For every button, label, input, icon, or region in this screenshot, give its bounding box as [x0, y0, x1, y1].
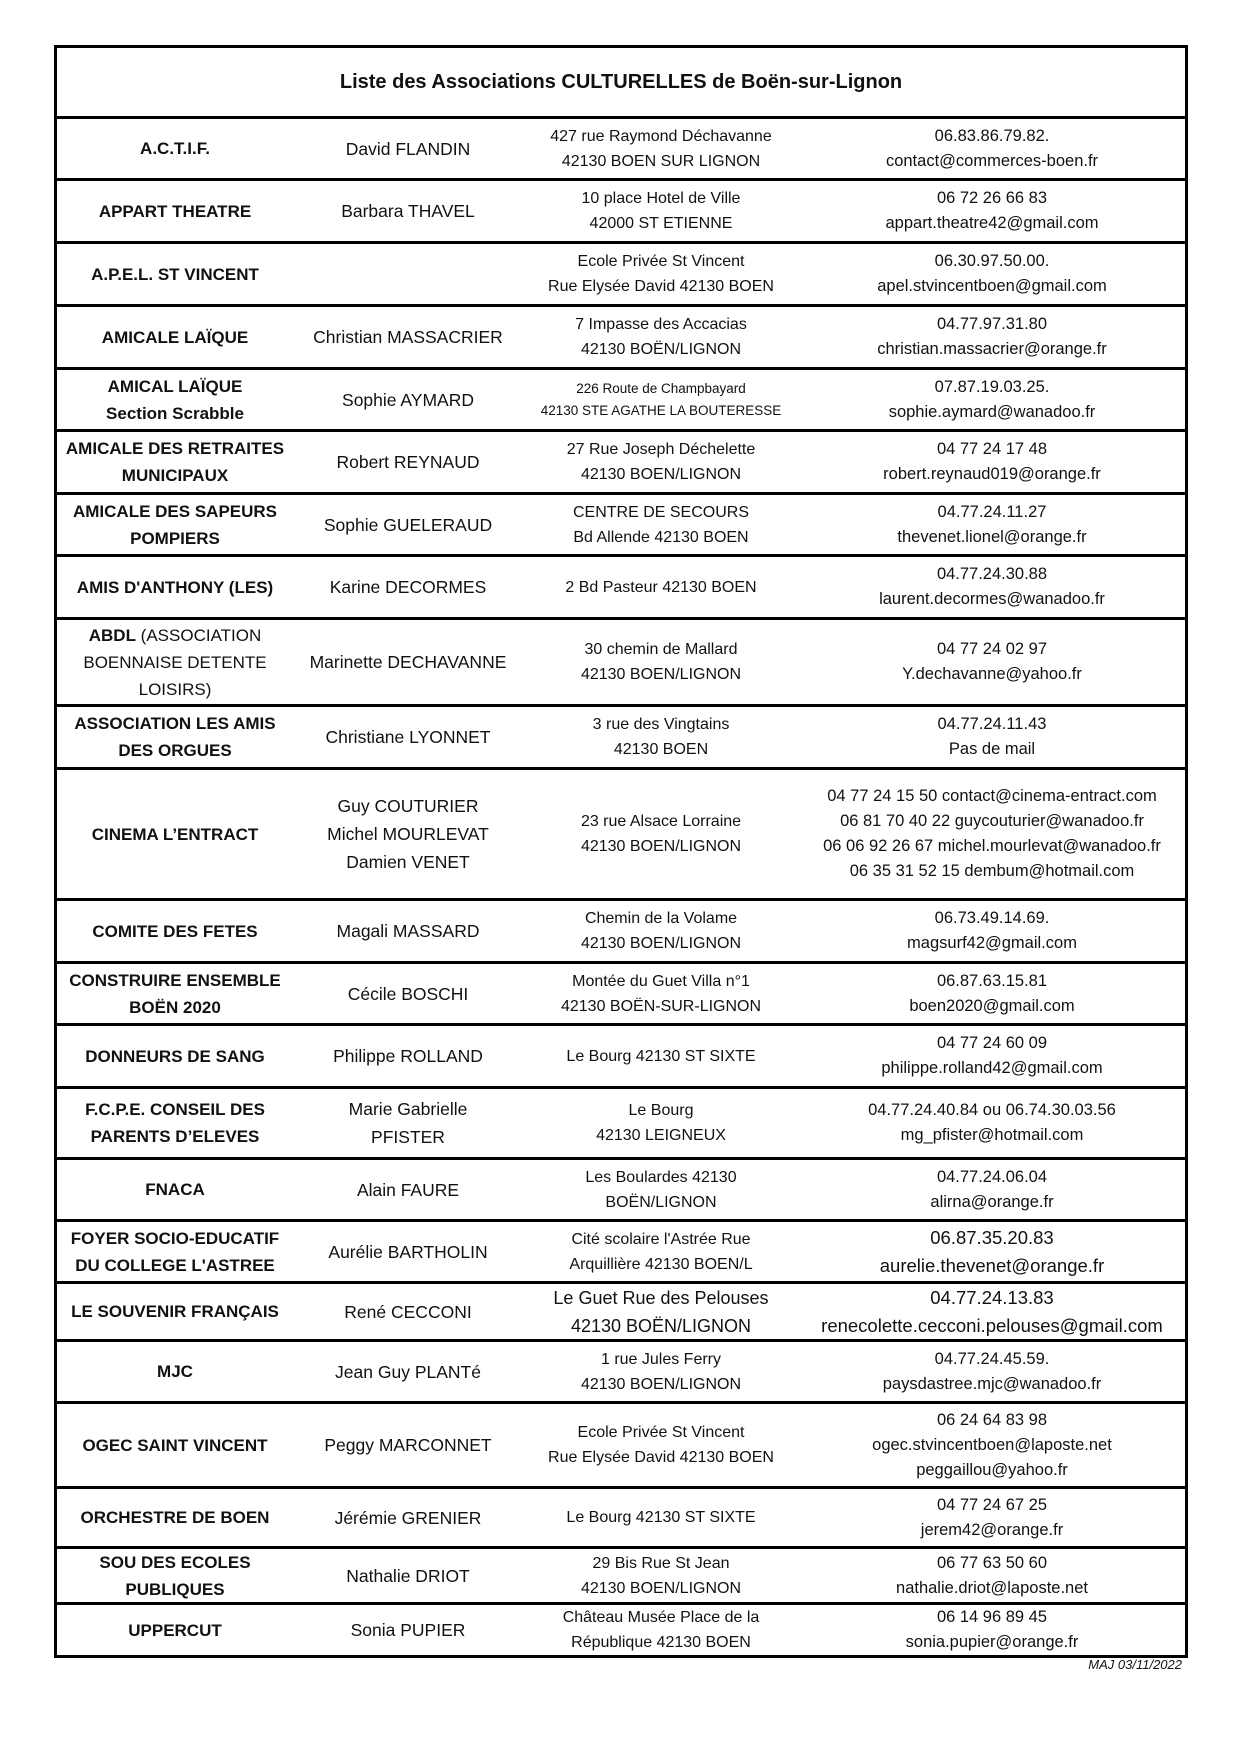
association-name-line: FOYER SOCIO-EDUCATIF — [70, 1228, 280, 1248]
address-line: Ecole Privée St Vincent — [577, 1424, 745, 1441]
phone-email-line: contact@commerces-boen.fr — [885, 151, 1099, 170]
association-name-line: FNACA — [145, 1180, 205, 1199]
table-row — [57, 244, 1185, 307]
contact-person-line: Peggy MARCONNET — [324, 1435, 492, 1455]
table-body — [57, 119, 1185, 1655]
association-name-line: LOISIRS) — [138, 679, 212, 699]
phone-email — [799, 620, 1185, 704]
phone-email — [799, 1160, 1185, 1219]
contact-person-line: Marie Gabrielle — [348, 1099, 468, 1119]
address — [523, 1089, 799, 1157]
table-row — [57, 901, 1185, 964]
table-row — [57, 495, 1185, 557]
contact-person-line: Damien VENET — [346, 852, 470, 872]
association-name-line: F.C.P.E. CONSEIL DES — [85, 1100, 265, 1119]
contact-person-line: Barbara THAVEL — [341, 201, 475, 221]
association-name — [57, 1160, 293, 1219]
contact-person — [293, 1284, 523, 1339]
address — [523, 1489, 799, 1546]
association-name-line: AMICALE DES SAPEURS — [72, 501, 278, 521]
association-name — [57, 119, 293, 178]
phone-email — [799, 770, 1185, 898]
association-name-line: POMPIERS — [130, 528, 220, 548]
address — [523, 707, 799, 767]
address-line: 42130 BOEN SUR LIGNON — [561, 152, 761, 170]
phone-email-line: 06 72 26 66 83 — [936, 189, 1048, 207]
contact-person-line: Philippe ROLLAND — [333, 1046, 483, 1066]
address — [523, 495, 799, 554]
address-line: Bd Allende 42130 BOEN — [573, 528, 749, 546]
address-line: 42130 BOEN/LIGNON — [580, 466, 742, 483]
association-name — [57, 707, 293, 767]
association-name — [57, 964, 293, 1023]
association-name — [57, 244, 293, 304]
contact-person — [293, 432, 523, 492]
phone-email — [799, 1404, 1185, 1486]
phone-email-line: appart.theatre42@gmail.com — [885, 214, 1099, 232]
associations-table — [54, 45, 1188, 1658]
table-row — [57, 1549, 1185, 1605]
association-name-line: AMICALE DES RETRAITES — [65, 439, 285, 458]
address-line: 42130 BOEN/LIGNON — [580, 935, 742, 952]
association-name-line: Section Scrabble — [106, 403, 244, 423]
phone-email-line: 04.77.24.40.84 ou 06.74.30.03.56 — [868, 1101, 1116, 1119]
address-line: 427 rue Raymond Déchavanne — [550, 127, 772, 145]
association-name-line: DES ORGUES — [118, 741, 232, 760]
phone-email-line: aurelie.thevenet@orange.fr — [879, 1254, 1105, 1276]
phone-email — [799, 1549, 1185, 1602]
association-name-line: DU COLLEGE L'ASTREE — [75, 1255, 275, 1275]
address-line: 42130 BOEN/LIGNON — [580, 1579, 742, 1597]
address-line: 42130 BOËN/LIGNON — [580, 341, 742, 358]
phone-email-line: 06.73.49.14.69. — [934, 909, 1050, 927]
address — [523, 1222, 799, 1281]
address — [523, 119, 799, 178]
address-line: 10 place Hotel de Ville — [581, 190, 741, 207]
address-line: 42130 BOEN/LIGNON — [580, 838, 742, 855]
association-name — [57, 557, 293, 617]
table-row — [57, 1222, 1185, 1284]
contact-person-line: Nathalie DRIOT — [346, 1565, 470, 1586]
phone-email-line: 04.77.24.30.88 — [936, 565, 1048, 583]
contact-person — [293, 244, 523, 304]
table-row — [57, 1404, 1185, 1489]
association-name-line: PUBLIQUES — [125, 1579, 225, 1599]
phone-email-line: 07.87.19.03.25. — [934, 377, 1050, 396]
phone-email-line: thevenet.lionel@orange.fr — [897, 527, 1087, 546]
phone-email-line: peggaillou@yahoo.fr — [916, 1460, 1068, 1479]
association-name-line: LE SOUVENIR FRANÇAIS — [71, 1302, 279, 1321]
address-line: Chemin de la Volame — [584, 910, 738, 927]
address-line: 42130 BOEN/LIGNON — [580, 1375, 742, 1393]
address-line: Montée du Guet Villa n°1 — [572, 972, 750, 990]
address — [523, 1160, 799, 1219]
address-line: 7 Impasse des Accacias — [575, 316, 747, 333]
association-name-line: AMIS D'ANTHONY (LES) — [76, 577, 274, 597]
address — [523, 1026, 799, 1086]
address-line: Le Bourg 42130 ST SIXTE — [566, 1047, 756, 1065]
phone-email-line: 04.77.24.11.43 — [937, 715, 1047, 733]
phone-email-line: Y.dechavanne@yahoo.fr — [902, 665, 1082, 683]
table-row — [57, 181, 1185, 244]
table-title: Liste des Associations CULTURELLES de Boën-sur-Lignon — [57, 48, 1185, 119]
association-name — [57, 1342, 293, 1401]
phone-email-line: 04.77.24.13.83 — [930, 1286, 1054, 1308]
address-line: 2 Bd Pasteur 42130 BOEN — [565, 578, 757, 596]
phone-email-line: 06.87.63.15.81 — [936, 971, 1048, 990]
table-row — [57, 707, 1185, 770]
address — [523, 620, 799, 704]
contact-person — [293, 1342, 523, 1401]
address-line: Le Bourg 42130 ST SIXTE — [566, 1509, 756, 1526]
phone-email-line: 04.77.24.45.59. — [934, 1349, 1050, 1368]
address — [523, 770, 799, 898]
contact-person-line: Sonia PUPIER — [350, 1620, 466, 1640]
address — [523, 557, 799, 617]
phone-email — [799, 432, 1185, 492]
table-row — [57, 119, 1185, 181]
contact-person — [293, 1605, 523, 1655]
phone-email-line: jerem42@orange.fr — [920, 1520, 1064, 1539]
association-name — [57, 1222, 293, 1281]
phone-email-line: 04.77.97.31.80 — [936, 315, 1048, 333]
phone-email-line: 04 77 24 02 97 — [936, 640, 1048, 658]
contact-person — [293, 620, 523, 704]
phone-email-line: 06 81 70 40 22 guycouturier@wanadoo.fr — [840, 812, 1144, 830]
phone-email-line: christian.massacrier@orange.fr — [877, 340, 1107, 358]
association-name-line: APPART THEATRE — [98, 201, 252, 221]
association-name-line: DONNEURS DE SANG — [85, 1046, 265, 1066]
association-name — [57, 1605, 293, 1655]
association-name-line: A.P.E.L. ST VINCENT — [91, 264, 259, 284]
address — [523, 244, 799, 304]
table-row — [57, 620, 1185, 707]
phone-email-line: 06.30.97.50.00. — [934, 252, 1050, 270]
phone-email — [799, 1342, 1185, 1401]
phone-email — [799, 901, 1185, 961]
contact-person — [293, 1089, 523, 1157]
phone-email-line: Pas de mail — [948, 740, 1036, 758]
address-line: 42000 ST ETIENNE — [589, 215, 733, 232]
update-date: MAJ 03/11/2022 — [1088, 1657, 1182, 1672]
phone-email-line: 06 77 63 50 60 — [936, 1553, 1048, 1572]
address-line: 226 Route de Champbayard — [576, 380, 746, 396]
table-row — [57, 964, 1185, 1026]
address-line: 23 rue Alsace Lorraine — [580, 813, 742, 830]
association-name-line: PARENTS D’ELEVES — [90, 1127, 260, 1146]
association-name-line: OGEC SAINT VINCENT — [82, 1435, 268, 1455]
table-row — [57, 1284, 1185, 1342]
table-row — [57, 1026, 1185, 1089]
association-name-line: A.C.T.I.F. — [140, 139, 210, 158]
table-row — [57, 1342, 1185, 1404]
address-line: BOËN/LIGNON — [605, 1193, 717, 1211]
association-name — [57, 495, 293, 554]
phone-email — [799, 707, 1185, 767]
table-row — [57, 1605, 1185, 1655]
contact-person-line: Christiane LYONNET — [325, 727, 491, 747]
phone-email — [799, 1026, 1185, 1086]
address — [523, 1605, 799, 1655]
contact-person-line: Guy COUTURIER — [337, 796, 479, 816]
phone-email-line: boen2020@gmail.com — [909, 996, 1075, 1015]
phone-email — [799, 119, 1185, 178]
contact-person-line: Marinette DECHAVANNE — [309, 652, 507, 672]
contact-person-line: Alain FAURE — [356, 1179, 460, 1200]
phone-email — [799, 495, 1185, 554]
address-line: 27 Rue Joseph Déchelette — [566, 441, 756, 458]
phone-email-line: philippe.rolland42@gmail.com — [881, 1059, 1103, 1077]
phone-email-line: magsurf42@gmail.com — [907, 934, 1077, 952]
phone-email-line: sonia.pupier@orange.fr — [905, 1633, 1079, 1651]
contact-person-line: David FLANDIN — [345, 138, 471, 159]
address-line: 42130 STE AGATHE LA BOUTERESSE — [540, 402, 782, 418]
association-name-line: UPPERCUT — [128, 1620, 222, 1640]
address — [523, 1404, 799, 1486]
association-name-line: AMICAL LAÏQUE — [107, 376, 243, 396]
address — [523, 307, 799, 367]
phone-email-line: 04 77 24 17 48 — [936, 440, 1048, 458]
phone-email-line: 06 35 31 52 15 dembum@hotmail.com — [849, 862, 1135, 880]
phone-email — [799, 1489, 1185, 1546]
association-name-line: ORCHESTRE DE BOEN — [80, 1508, 270, 1527]
association-name — [57, 432, 293, 492]
association-name — [57, 307, 293, 367]
contact-person — [293, 495, 523, 554]
phone-email-line: 06 14 96 89 45 — [936, 1608, 1048, 1626]
contact-person-line: Michel MOURLEVAT — [327, 824, 489, 844]
table-row — [57, 1160, 1185, 1222]
phone-email — [799, 1284, 1185, 1339]
address — [523, 1342, 799, 1401]
phone-email-line: 06.83.86.79.82. — [934, 126, 1050, 145]
phone-email-line: apel.stvincentboen@gmail.com — [877, 277, 1107, 295]
address — [523, 181, 799, 241]
phone-email-line: laurent.decormes@wanadoo.fr — [879, 590, 1105, 608]
address-line: 1 rue Jules Ferry — [600, 1350, 722, 1368]
association-name — [57, 181, 293, 241]
address — [523, 1284, 799, 1339]
phone-email-line: sophie.aymard@wanadoo.fr — [888, 402, 1096, 421]
contact-person — [293, 1549, 523, 1602]
contact-person — [293, 901, 523, 961]
association-name-line: AMICALE LAÏQUE — [101, 327, 249, 347]
contact-person — [293, 181, 523, 241]
address-line: Ecole Privée St Vincent — [577, 253, 745, 270]
contact-person — [293, 964, 523, 1023]
phone-email-line: mg_pfister@hotmail.com — [900, 1126, 1084, 1144]
contact-person — [293, 307, 523, 367]
association-name-line: CONSTRUIRE ENSEMBLE — [69, 970, 281, 990]
association-name-line: COMITE DES FETES — [92, 921, 258, 941]
contact-person-line: Magali MASSARD — [336, 921, 480, 941]
address-line: Rue Elysée David 42130 BOEN — [548, 1449, 774, 1466]
phone-email-line: 04 77 24 15 50 contact@cinema-entract.com — [827, 787, 1157, 805]
address — [523, 901, 799, 961]
address — [523, 964, 799, 1023]
association-name-line: ABDL (ASSOCIATION — [88, 625, 262, 645]
phone-email — [799, 1222, 1185, 1281]
phone-email — [799, 557, 1185, 617]
contact-person — [293, 1404, 523, 1486]
phone-email — [799, 964, 1185, 1023]
contact-person — [293, 770, 523, 898]
table-row — [57, 557, 1185, 620]
association-name — [57, 1549, 293, 1602]
phone-email — [799, 307, 1185, 367]
address-line: Cité scolaire l'Astrée Rue — [571, 1230, 751, 1248]
table-row — [57, 432, 1185, 495]
address-line: République 42130 BOEN — [571, 1634, 751, 1651]
association-name — [57, 1489, 293, 1546]
association-name-line: BOENNAISE DETENTE — [83, 652, 267, 672]
address — [523, 432, 799, 492]
contact-person — [293, 557, 523, 617]
association-name — [57, 1026, 293, 1086]
phone-email-line: alirna@orange.fr — [930, 1192, 1054, 1211]
contact-person-line: René CECCONI — [344, 1301, 472, 1322]
contact-person-line: Christian MASSACRIER — [313, 327, 503, 347]
table-row — [57, 370, 1185, 432]
phone-email-line: 06 06 92 26 67 michel.mourlevat@wanadoo.fr — [823, 837, 1161, 855]
association-name-line: CINEMA L’ENTRACT — [91, 824, 259, 844]
contact-person-line: Robert REYNAUD — [336, 452, 480, 472]
address-line: 42130 LEIGNEUX — [596, 1127, 726, 1144]
phone-email-line: 06 24 64 83 98 — [936, 1410, 1048, 1429]
association-name-line: BOËN 2020 — [129, 997, 221, 1017]
contact-person — [293, 1160, 523, 1219]
association-name — [57, 1284, 293, 1339]
address-line: 42130 BOËN/LIGNON — [570, 1315, 752, 1336]
contact-person-line: Sophie AYMARD — [342, 389, 474, 410]
contact-person — [293, 1489, 523, 1546]
contact-person-line: Karine DECORMES — [329, 577, 487, 597]
contact-person — [293, 1026, 523, 1086]
address-line: 30 chemin de Mallard — [584, 641, 738, 658]
phone-email-line: paysdastree.mjc@wanadoo.fr — [882, 1374, 1102, 1393]
association-name-line: MUNICIPAUX — [121, 466, 229, 485]
address-line: 42130 BOËN-SUR-LIGNON — [560, 997, 762, 1015]
phone-email — [799, 1089, 1185, 1157]
phone-email-line: 04 77 24 60 09 — [936, 1034, 1048, 1052]
phone-email-line: 04 77 24 67 25 — [936, 1495, 1048, 1514]
table-row — [57, 1489, 1185, 1549]
address-line: 42130 BOEN — [613, 741, 709, 758]
association-name — [57, 1404, 293, 1486]
address-line: CENTRE DE SECOURS — [572, 503, 750, 521]
phone-email — [799, 1605, 1185, 1655]
association-name — [57, 370, 293, 429]
contact-person-line: Jean Guy PLANTé — [335, 1361, 481, 1382]
address-line: 3 rue des Vingtains — [592, 716, 730, 733]
table-row — [57, 770, 1185, 901]
phone-email-line: 06.87.35.20.83 — [930, 1226, 1054, 1248]
phone-email — [799, 181, 1185, 241]
phone-email — [799, 370, 1185, 429]
contact-person — [293, 1222, 523, 1281]
phone-email-line: ogec.stvincentboen@laposte.net — [872, 1435, 1112, 1454]
contact-person-line: Jérémie GRENIER — [334, 1507, 482, 1528]
address-line: Rue Elysée David 42130 BOEN — [548, 278, 774, 295]
contact-person-line: Cécile BOSCHI — [347, 983, 469, 1004]
association-name — [57, 901, 293, 961]
phone-email — [799, 244, 1185, 304]
address-line: Le Bourg — [628, 1102, 694, 1119]
association-name-line: SOU DES ECOLES — [99, 1552, 251, 1572]
contact-person — [293, 707, 523, 767]
association-name-line: ASSOCIATION LES AMIS — [74, 714, 276, 733]
address-line: 29 Bis Rue St Jean — [592, 1554, 730, 1572]
phone-email-line: nathalie.driot@laposte.net — [896, 1578, 1088, 1597]
address-line: Le Guet Rue des Pelouses — [553, 1287, 769, 1308]
association-name — [57, 620, 293, 704]
association-name-line: MJC — [157, 1362, 193, 1381]
association-name — [57, 770, 293, 898]
address-line: Les Boulardes 42130 — [585, 1168, 737, 1186]
phone-email-line: renecolette.cecconi.pelouses@gmail.com — [821, 1314, 1163, 1336]
contact-person-line: PFISTER — [371, 1127, 445, 1147]
table-row — [57, 1089, 1185, 1160]
phone-email-line: 04.77.24.11.27 — [937, 502, 1047, 521]
contact-person-line: Sophie GUELERAUD — [323, 514, 493, 535]
address-line: 42130 BOEN/LIGNON — [580, 666, 742, 683]
table-row — [57, 307, 1185, 370]
association-name — [57, 1089, 293, 1157]
address — [523, 370, 799, 429]
phone-email-line: robert.reynaud019@orange.fr — [883, 465, 1101, 483]
address — [523, 1549, 799, 1602]
contact-person — [293, 370, 523, 429]
address-line: Château Musée Place de la — [562, 1609, 760, 1626]
contact-person-line: Aurélie BARTHOLIN — [328, 1241, 488, 1262]
address-line: Arquillière 42130 BOEN/L — [569, 1255, 753, 1273]
contact-person — [293, 119, 523, 178]
phone-email-line: 04.77.24.06.04 — [936, 1167, 1048, 1186]
